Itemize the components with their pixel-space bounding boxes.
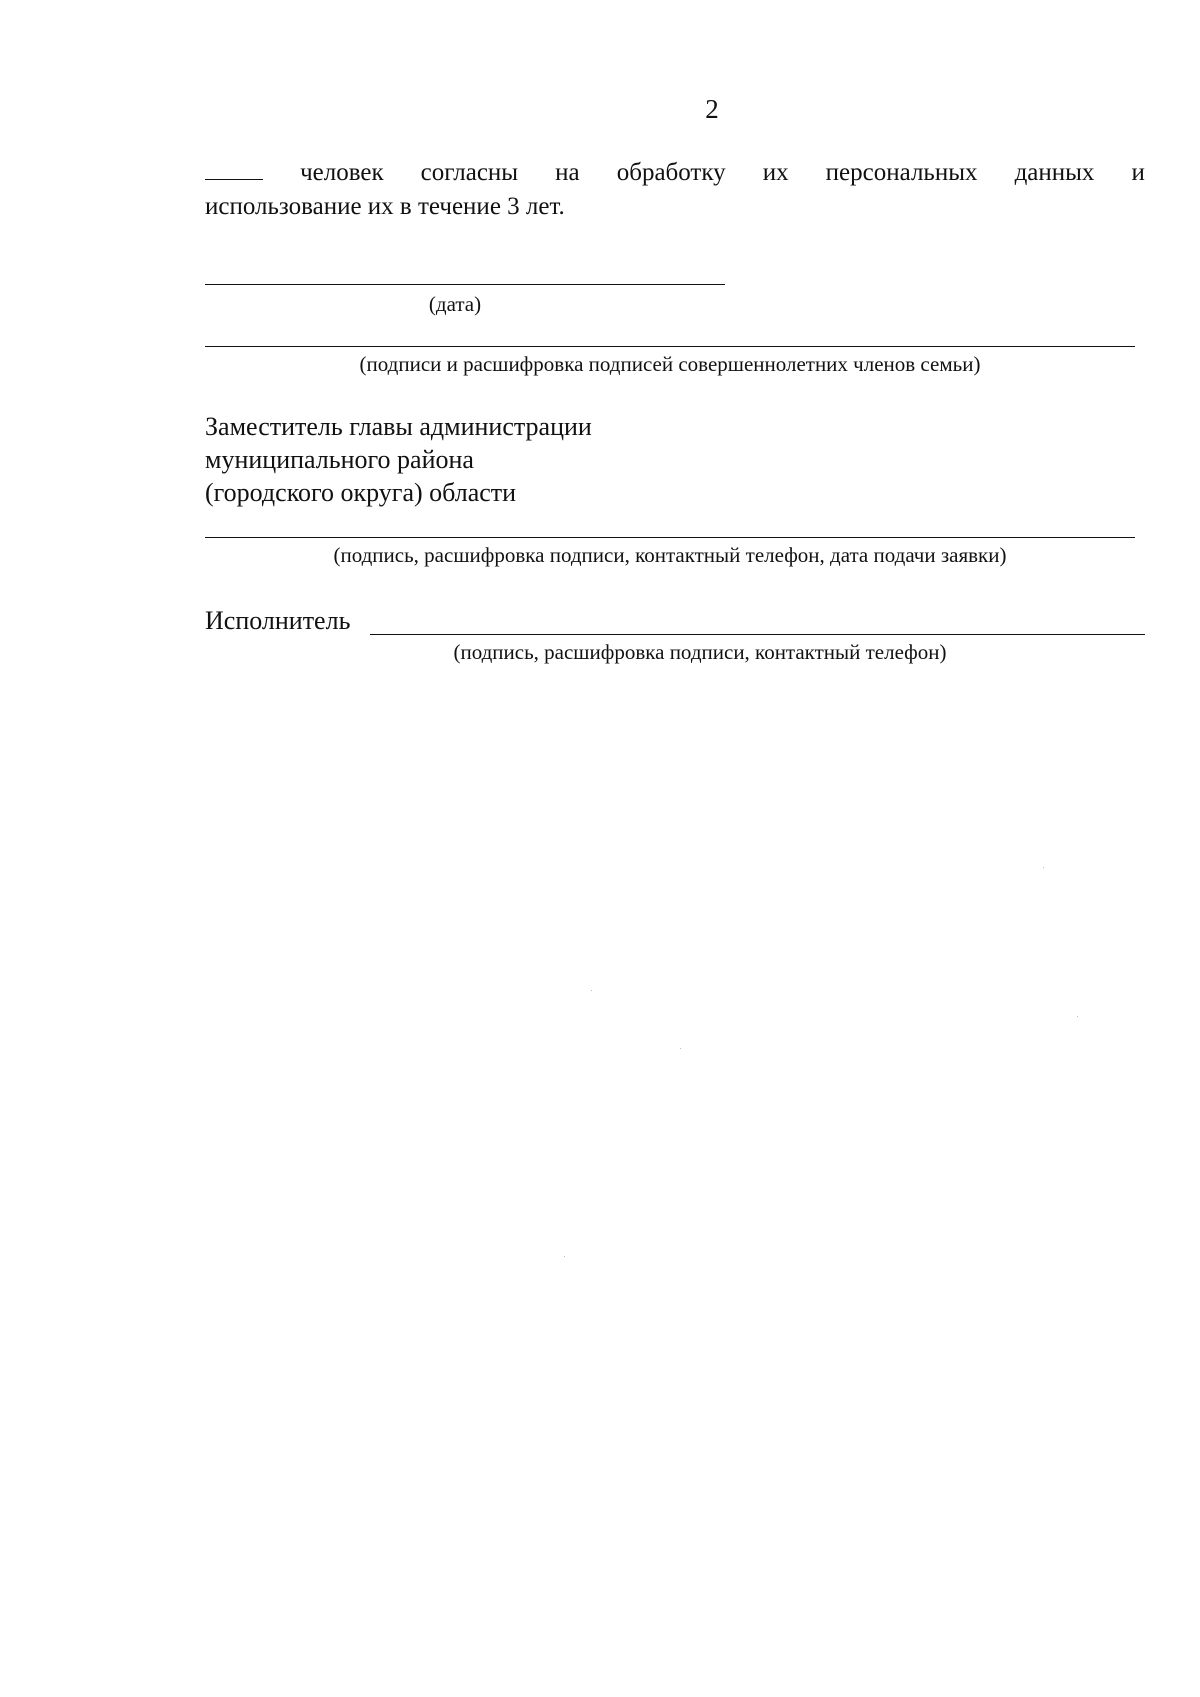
executor-caption: (подпись, расшифровка подписи, контактный телефон) (453, 640, 947, 664)
scan-speck (591, 990, 592, 991)
page-number: 2 (705, 94, 719, 124)
scan-speck (564, 1256, 565, 1257)
scan-speck (1077, 1016, 1078, 1017)
consent-word: на (555, 159, 580, 186)
consent-word: согласны (420, 159, 519, 186)
consent-paragraph (205, 156, 1145, 224)
family-signatures-line[interactable] (205, 346, 1135, 347)
scan-speck (1043, 867, 1044, 868)
official-title (205, 410, 592, 509)
official-title-line-3: (городского округа) области (205, 478, 517, 507)
consent-line-1 (205, 156, 1145, 190)
people-count-blank[interactable] (205, 157, 263, 180)
date-line[interactable] (205, 284, 725, 285)
official-title-line-2: муниципального района (205, 445, 474, 474)
date-caption: (дата) (428, 292, 482, 316)
consent-word: данных (1014, 159, 1095, 186)
executor-label: Исполнитель (205, 606, 351, 635)
official-signature-caption: (подпись, расшифровка подписи, контактный телефон, дата подачи заявки) (333, 543, 1007, 567)
consent-word: обработку (616, 159, 726, 186)
consent-word: их (762, 159, 789, 186)
scan-speck (680, 1048, 681, 1049)
official-title-line-1: Заместитель главы администрации (205, 412, 592, 441)
family-signatures-caption: (подписи и расшифровка подписей совершеннолетних членов семьи) (359, 352, 981, 376)
consent-word: персональных (825, 159, 978, 186)
consent-line-2: использование их в течение 3 лет. (205, 193, 565, 220)
official-signature-line[interactable] (205, 537, 1135, 538)
executor-signature-line[interactable] (370, 634, 1145, 635)
consent-word: и (1131, 159, 1145, 186)
consent-word: человек (300, 159, 384, 186)
